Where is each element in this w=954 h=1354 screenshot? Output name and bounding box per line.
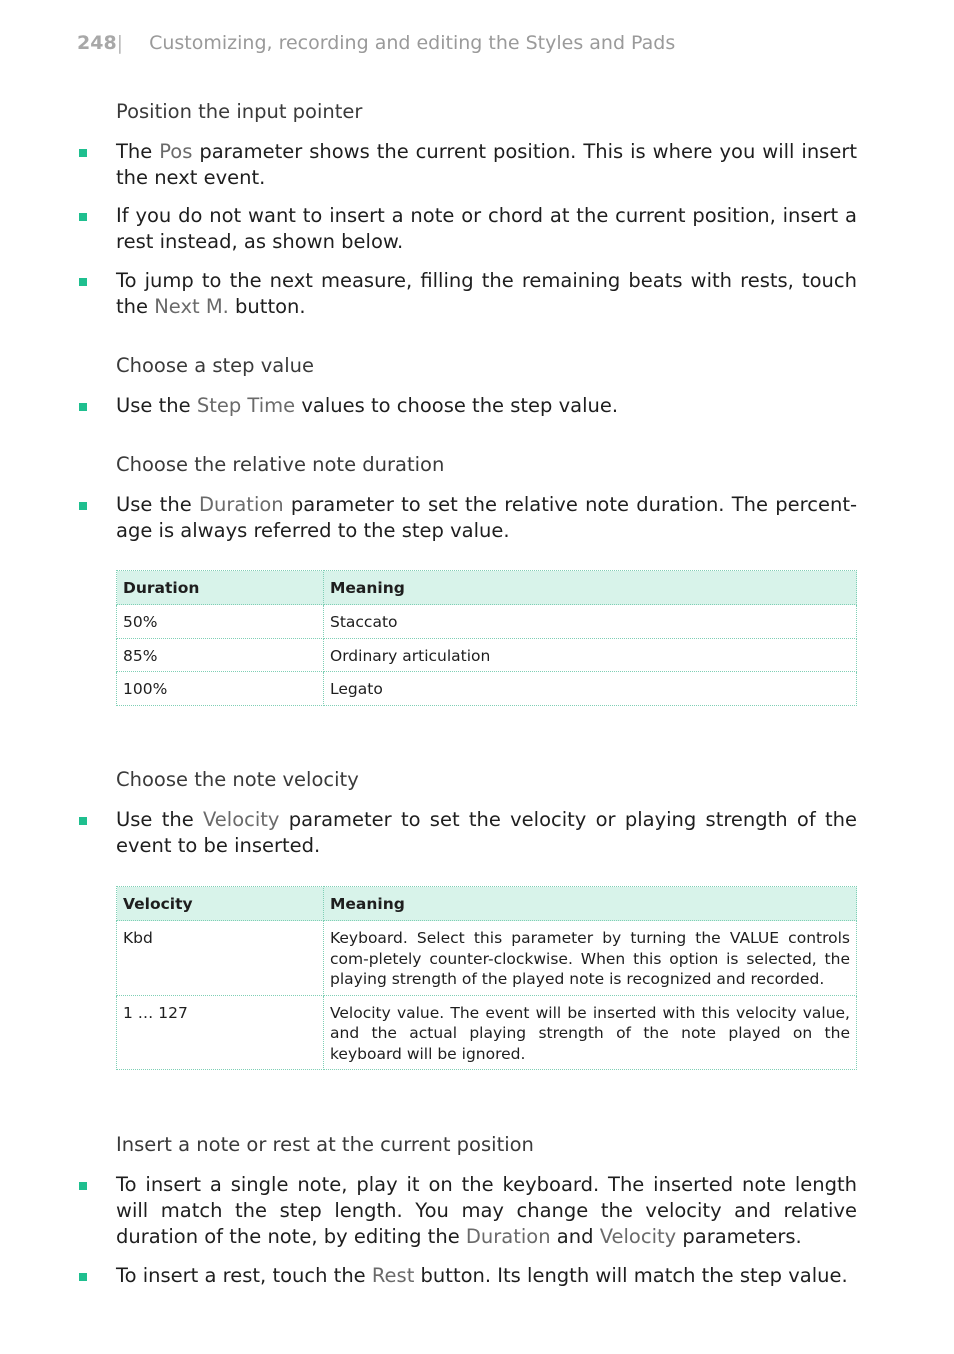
velocity-table [116,886,857,1070]
table-row [117,605,857,639]
section-heading-duration: Choose the relative note duration [116,453,445,476]
bullet-item [116,139,857,191]
table-cell: 100% [117,672,324,706]
section-heading-step-value: Choose a step value [116,354,314,377]
table-cell: Staccato [324,605,857,639]
table-header-row [117,571,857,605]
bullet-item [116,393,857,419]
section-heading-position: Position the input pointer [116,100,363,123]
table-cell: 85% [117,638,324,672]
bullet-item [116,268,857,320]
table-cell: 50% [117,605,324,639]
table-row [117,921,857,996]
chapter-title: Customizing, recording and editing the Styles and Pads [149,32,676,54]
bullet-marker [79,213,87,221]
table-cell: Velocity value. The event will be inserted with this velocity value, and the actual playing strength of the note played on the keyboard will be ignored. [324,995,857,1070]
bullet-marker [79,403,87,411]
page-header [77,32,675,54]
bullet-item [116,1263,857,1289]
bullet-text: Use the Velocity parameter to set the velocity or playing strength of the event to be inserted. [116,808,857,857]
parameter-name: Duration [198,493,284,516]
table-cell: Keyboard. Select this parameter by turning the VALUE controls com-pletely counter-clockwise. When this option is selected, the playing strength of the played note is recognized and recorded. [324,921,857,996]
table-row [117,995,857,1070]
column-header: Meaning [324,887,857,921]
header-separator: | [116,32,124,54]
parameter-name: Step Time [196,394,296,417]
bullet-text: To jump to the next measure, filling the remaining beats with rests, touch the Next M. button. [116,269,857,318]
bullet-item [116,492,857,544]
bullet-text: The Pos parameter shows the current position. This is where you will insert the next event. [116,140,857,189]
duration-table [116,570,857,706]
bullet-marker [79,149,87,157]
bullet-marker [79,817,87,825]
bullet-text: Use the Duration parameter to set the relative note duration. The percent-age is always referred to the step value. [116,493,858,542]
table-cell: Kbd [117,921,324,996]
bullet-item [116,203,857,255]
table-row [117,672,857,706]
column-header: Velocity [117,887,324,921]
parameter-name: Duration [465,1225,551,1248]
parameter-name: Velocity [202,808,280,831]
bullet-text: To insert a single note, play it on the keyboard. The inserted note length will match the step length. You may change the velocity and relative duration of the note, by editing the Duration and Velocity parameters. [116,1173,857,1248]
parameter-name: Velocity [599,1225,677,1248]
bullet-item [116,807,857,859]
bullet-text: Use the Step Time values to choose the step value. [116,394,619,417]
column-header: Duration [117,571,324,605]
column-header: Meaning [324,571,857,605]
bullet-item [116,1172,857,1250]
parameter-name: Pos [159,140,193,163]
bullet-marker [79,1273,87,1281]
bullet-marker [79,1182,87,1190]
bullet-text: To insert a rest, touch the Rest button. Its length will match the step value. [116,1264,848,1287]
table-cell: Ordinary articulation [324,638,857,672]
section-heading-insert: Insert a note or rest at the current position [116,1133,534,1156]
bullet-marker [79,278,87,286]
page-number: 248 [77,32,117,54]
parameter-name: Rest [371,1264,415,1287]
bullet-text: If you do not want to insert a note or chord at the current position, insert a rest instead, as shown below. [116,204,857,253]
section-heading-velocity: Choose the note velocity [116,768,359,791]
table-header-row [117,887,857,921]
table-cell: 1 … 127 [117,995,324,1070]
parameter-name: Next M. [154,295,229,318]
table-row [117,638,857,672]
bullet-marker [79,502,87,510]
table-cell: Legato [324,672,857,706]
